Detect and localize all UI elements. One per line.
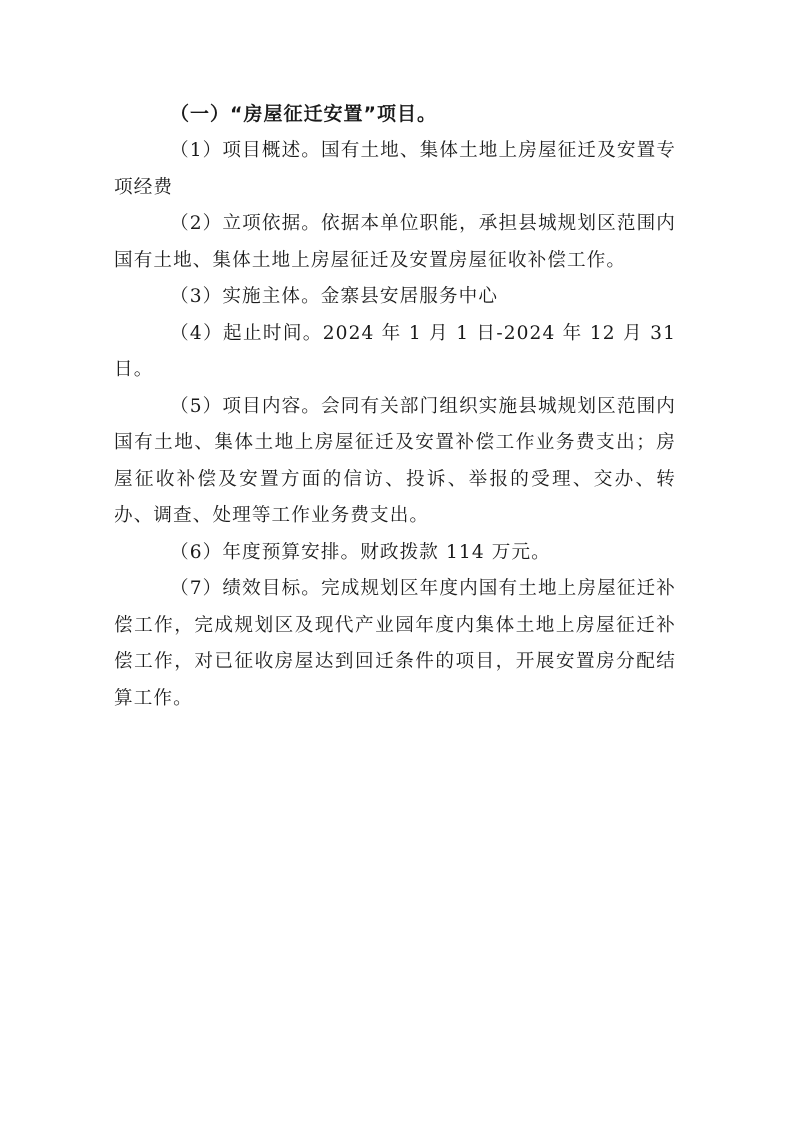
item-label: （5）项目内容。	[170, 395, 322, 417]
item-label: （7）绩效目标。	[170, 578, 322, 599]
item-text: 2024 年 1 月 1 日-2024 年 12 月 31 日。	[114, 322, 676, 380]
item-budget	[114, 535, 676, 572]
section-heading: （一）“房屋征迁安置”项目。	[170, 103, 437, 125]
item-content	[114, 389, 676, 535]
item-goals	[114, 571, 676, 717]
item-basis	[114, 206, 676, 279]
item-text: 完成规划区年度内国有土地上房屋征迁补偿工作，完成规划区及现代产业园年度内集体土地上房屋征迁补偿工作，对已征收房屋达到回迁条件的项目，开展安置房分配结算工作。	[114, 578, 676, 709]
item-text: 会同有关部门组织实施县城规划区范围内国有土地、集体土地上房屋征迁及安置补偿工作业务费支出；房屋征收补偿及安置方面的信访、投诉、举报的受理、交办、转办、调查、处理等工作业务费支出。	[114, 395, 676, 526]
item-label: （1）项目概述。	[170, 140, 322, 161]
item-label: （6）年度预算安排。	[170, 541, 361, 563]
document-page	[114, 96, 676, 717]
item-text: 国有土地、集体土地上房屋征迁及安置专项经费	[114, 140, 676, 198]
item-label: （4）起止时间。	[170, 322, 323, 344]
item-period	[114, 316, 676, 389]
item-text: 依据本单位职能，承担县城规划区范围内国有土地、集体土地上房屋征迁及安置房屋征收补偿工作。	[114, 213, 676, 271]
item-label: （2）立项依据。	[170, 213, 322, 234]
item-overview	[114, 133, 676, 206]
item-implementer	[114, 279, 676, 316]
item-text: 金寨县安居服务中心	[320, 286, 499, 307]
item-label: （3）实施主体。	[170, 286, 321, 307]
item-text: 财政拨款 114 万元。	[360, 541, 551, 563]
